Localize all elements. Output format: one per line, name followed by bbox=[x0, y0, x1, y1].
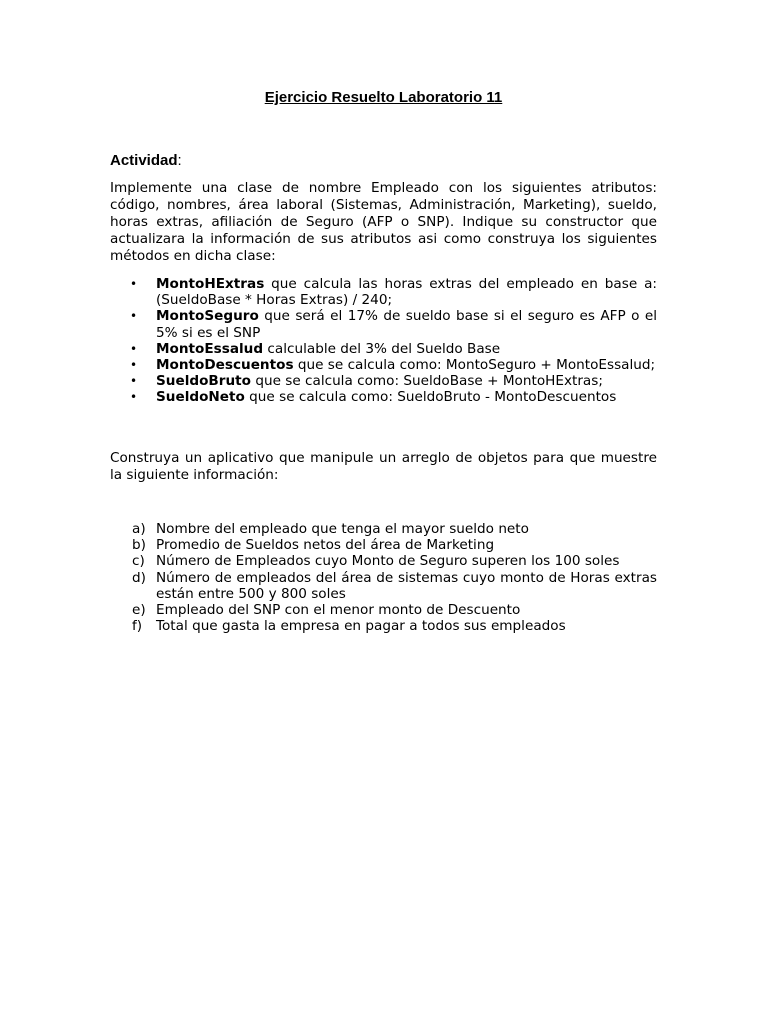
method-item bbox=[110, 276, 657, 308]
bullet-icon: • bbox=[130, 277, 138, 291]
bullet-icon: • bbox=[130, 358, 138, 373]
item-text: Número de empleados del área de sistemas cuyo monto de Horas extras están entre 500 y 800 soles bbox=[156, 569, 657, 602]
bullet-icon: • bbox=[130, 374, 138, 389]
item-text: Promedio de Sueldos netos del área de Marketing bbox=[156, 537, 495, 554]
requirement-item bbox=[110, 618, 657, 634]
methods-list bbox=[110, 276, 657, 406]
method-name: MontoHExtras bbox=[156, 276, 265, 292]
method-item bbox=[110, 341, 657, 357]
item-marker: f) bbox=[132, 618, 143, 635]
method-name: SueldoNeto bbox=[156, 389, 245, 406]
method-description: que será el 17% de sueldo base si el seguro es AFP o el 5% si es el SNP bbox=[156, 308, 657, 341]
requirement-item bbox=[110, 553, 657, 569]
method-item bbox=[110, 389, 657, 405]
item-marker: d) bbox=[132, 569, 146, 586]
method-name: MontoDescuentos bbox=[156, 357, 294, 374]
requirement-item bbox=[110, 570, 657, 602]
requirements-list bbox=[110, 521, 657, 634]
method-description: que se calcula como: SueldoBase + MontoHExtras; bbox=[251, 373, 603, 390]
item-marker: a) bbox=[132, 521, 146, 537]
requirement-item bbox=[110, 602, 657, 618]
bullet-icon: • bbox=[130, 341, 138, 356]
method-description: que se calcula como: MontoSeguro + MontoEssalud; bbox=[293, 357, 656, 374]
activity-label: Actividad bbox=[110, 152, 178, 169]
method-name: MontoEssalud bbox=[156, 340, 264, 357]
method-name: MontoSeguro bbox=[156, 308, 259, 325]
item-marker: b) bbox=[132, 537, 146, 554]
activity-heading bbox=[110, 152, 182, 170]
requirement-item bbox=[110, 537, 657, 553]
method-description: que se calcula como: SueldoBruto - MontoDescuentos bbox=[244, 389, 617, 406]
item-text: Empleado del SNP con el menor monto de Descuento bbox=[156, 602, 521, 619]
item-text: Nombre del empleado que tenga el mayor sueldo neto bbox=[156, 521, 529, 537]
item-marker: e) bbox=[132, 602, 146, 619]
bullet-icon: • bbox=[130, 309, 138, 324]
item-text: Total que gasta la empresa en pagar a todos sus empleados bbox=[156, 618, 566, 635]
method-description: que calcula las horas extras del empleado en base a: (SueldoBase * Horas Extras) / 240; bbox=[156, 276, 657, 309]
method-name: SueldoBruto bbox=[156, 373, 251, 390]
bullet-icon: • bbox=[130, 390, 138, 405]
item-marker: c) bbox=[132, 553, 145, 570]
requirement-item bbox=[110, 521, 657, 537]
method-item bbox=[110, 308, 657, 340]
document-title: Ejercicio Resuelto Laboratorio 11 bbox=[264, 89, 503, 106]
item-text: Número de Empleados cuyo Monto de Seguro superen los 100 soles bbox=[156, 553, 620, 570]
method-item bbox=[110, 357, 657, 373]
method-description: calculable del 3% del Sueldo Base bbox=[263, 340, 501, 357]
second-paragraph: Construya un aplicativo que manipule un arreglo de objetos para que muestre la siguiente información: bbox=[110, 450, 657, 483]
intro-paragraph: Implemente una clase de nombre Empleado con los siguientes atributos: código, nombres, área laboral (Sistemas, Administración, Marketing), sueldo, horas extras, afiliación de Seguro (AFP o SNP). Indique su constructor que actualizara la información de sus atributos asi como construya los siguientes métodos en dicha clase: bbox=[110, 180, 657, 264]
activity-colon: : bbox=[177, 152, 182, 169]
method-item bbox=[110, 373, 657, 389]
